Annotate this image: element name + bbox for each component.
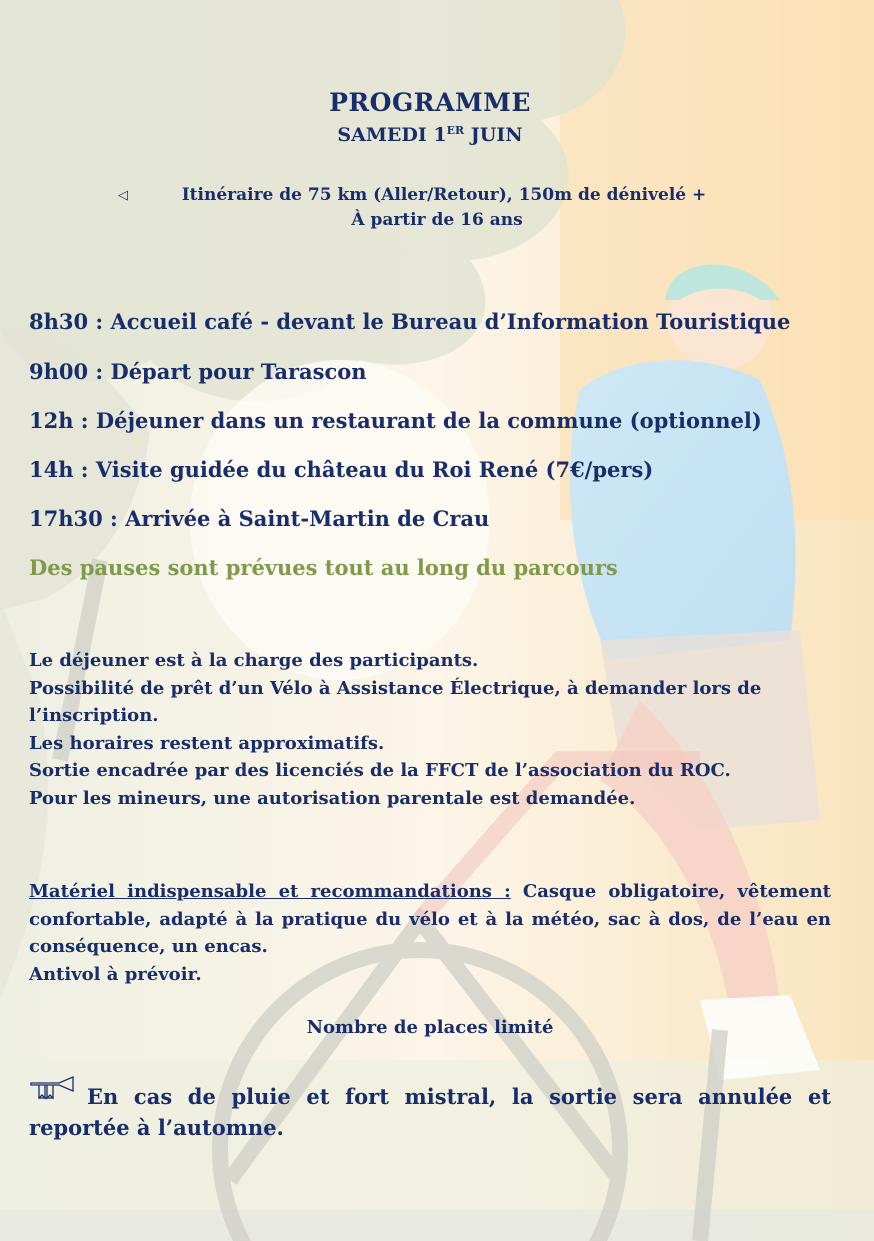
- page-title: PROGRAMME: [329, 88, 531, 117]
- note-item: Possibilité de prêt d’un Vélo à Assistance Électrique, à demander lors de l’inscription.: [29, 677, 762, 726]
- schedule-item: 9h00 : Départ pour Tarascon: [29, 359, 367, 384]
- note-item: Les horaires restent approximatifs.: [29, 732, 385, 754]
- equipment-paragraph: [29, 878, 831, 961]
- limited-places: Nombre de places limité: [306, 1017, 554, 1038]
- trumpet-icon: [29, 1076, 75, 1108]
- schedule-item: 14h : Visite guidée du château du Roi René (7€/pers): [29, 457, 654, 482]
- note-item: Sortie encadrée par des licenciés de la FFCT de l’association du ROC.: [29, 760, 731, 781]
- schedule-item: 8h30 : Accueil café - devant le Bureau d’Information Touristique: [29, 309, 791, 334]
- route-info: [0, 183, 874, 233]
- practical-notes: [29, 647, 834, 812]
- pauses-note: Des pauses sont prévues tout au long du parcours: [29, 555, 618, 580]
- schedule-item: 17h30 : Arrivée à Saint-Martin de Crau: [29, 506, 490, 531]
- equipment-heading: Matériel indispensable et recommandations :: [29, 881, 511, 902]
- date-superscript: ER: [446, 124, 465, 137]
- antivol-note: Antivol à prévoir.: [29, 963, 202, 985]
- equipment-text: Casque obligatoire, vêtement confortable, adapté à la pratique du vélo et à la météo, sac à dos, de l’eau en conséquence, un encas.: [29, 881, 831, 957]
- date-end: JUIN: [464, 124, 523, 146]
- route-distance: Itinéraire de 75 km (Aller/Retour), 150m de dénivelé +: [181, 185, 707, 205]
- note-item: Le déjeuner est à la charge des participants.: [29, 650, 479, 671]
- warning-text: En cas de pluie et fort mistral, la sortie sera annulée et reportée à l’automne.: [29, 1084, 831, 1140]
- route-age: À partir de 16 ans: [351, 210, 523, 230]
- arrowhead-bullet-icon: ◁: [118, 188, 128, 203]
- equipment-section: [29, 878, 831, 988]
- weather-warning: [29, 1076, 831, 1143]
- schedule-item: 12h : Déjeuner dans un restaurant de la commune (optionnel): [29, 408, 762, 433]
- event-date: [0, 124, 860, 146]
- date-main: SAMEDI 1: [337, 124, 447, 146]
- note-item: Pour les mineurs, une autorisation parentale est demandée.: [29, 787, 636, 809]
